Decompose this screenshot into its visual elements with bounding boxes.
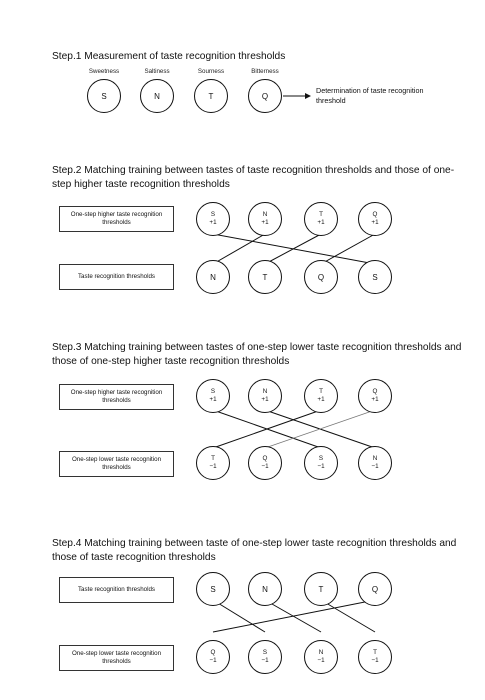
step4-link-q bbox=[213, 600, 375, 632]
circle-letter: Q bbox=[262, 455, 268, 462]
step4-box-bottom: One-step lower taste recognition thresholds bbox=[59, 645, 174, 671]
circle-letter: T bbox=[211, 455, 215, 462]
step3-bottom-circle-2 bbox=[248, 446, 282, 480]
circle-letter: N bbox=[154, 91, 160, 101]
circle-letter: S bbox=[318, 455, 324, 462]
step4-top-circle-1 bbox=[196, 572, 230, 606]
step3-top-circle-3 bbox=[304, 379, 338, 413]
step3-top-circle-4 bbox=[358, 379, 392, 413]
circle-modifier: −1 bbox=[261, 657, 269, 664]
circle-modifier: +1 bbox=[317, 219, 325, 226]
step4-title: Step.4 Matching training between taste of one-step lower taste recognition thresholds and those of taste recognition thresholds bbox=[52, 538, 457, 563]
determination-text: Determination of taste recognition threshold bbox=[316, 86, 424, 105]
circle-letter: N bbox=[262, 584, 268, 594]
circle-modifier: +1 bbox=[317, 396, 325, 403]
step2-box-bottom: Taste recognition thresholds bbox=[59, 264, 174, 290]
taste-label-bitterness: Bitterness bbox=[251, 68, 279, 75]
circle-letter: T bbox=[318, 584, 324, 594]
step2-top-circle-3 bbox=[304, 202, 338, 236]
circle-letter: S bbox=[210, 211, 216, 218]
taste-label-sourness: Sourness bbox=[197, 68, 225, 75]
circle-modifier: +1 bbox=[209, 219, 217, 226]
circle-letter: Q bbox=[372, 211, 378, 218]
step2-bottom-circle-4 bbox=[358, 260, 392, 294]
step2-box-top: One-step higher taste recognition thresholds bbox=[59, 206, 174, 232]
circle-modifier: +1 bbox=[261, 219, 269, 226]
step3-bottom-circle-1 bbox=[196, 446, 230, 480]
circle-modifier: +1 bbox=[209, 396, 217, 403]
circle-modifier: −1 bbox=[371, 657, 379, 664]
circle-letter: S bbox=[262, 649, 268, 656]
circle-letter: N bbox=[210, 272, 216, 282]
circle-modifier: +1 bbox=[261, 396, 269, 403]
step1-circle-s bbox=[87, 79, 121, 113]
step1-circle-n bbox=[140, 79, 174, 113]
step2-title: Step.2 Matching training between tastes of taste recognition thresholds and those of one-step higher taste recognition thresholds bbox=[52, 165, 455, 190]
circle-modifier: +1 bbox=[371, 219, 379, 226]
step3-title: Step.3 Matching training between tastes of one-step lower taste recognition thresholds and those of one-step higher taste recognition thresholds bbox=[52, 342, 462, 367]
step4-bottom-circle-2 bbox=[248, 640, 282, 674]
step4-top-circle-2 bbox=[248, 572, 282, 606]
step1-title: Step.1 Measurement of taste recognition thresholds bbox=[52, 51, 286, 62]
circle-modifier: −1 bbox=[317, 463, 325, 470]
step2-top-circle-2 bbox=[248, 202, 282, 236]
circle-letter: N bbox=[262, 211, 268, 218]
step3-box-bottom: One-step lower taste recognition thresholds bbox=[59, 451, 174, 477]
step3-box-top: One-step higher taste recognition thresholds bbox=[59, 384, 174, 410]
taste-label-sweetness: Sweetness bbox=[88, 68, 120, 75]
step4-bottom-circle-4 bbox=[358, 640, 392, 674]
circle-modifier: −1 bbox=[261, 463, 269, 470]
circle-letter: T bbox=[319, 388, 323, 395]
taste-label-saltiness: Saltiness bbox=[144, 68, 170, 75]
circle-letter: S bbox=[210, 388, 216, 395]
circle-letter: T bbox=[262, 272, 268, 282]
determination-arrowhead bbox=[305, 93, 311, 99]
step4-top-circle-4 bbox=[358, 572, 392, 606]
circle-letter: S bbox=[101, 91, 107, 101]
step2-bottom-circle-2 bbox=[248, 260, 282, 294]
step1-circle-t bbox=[194, 79, 228, 113]
circle-modifier: −1 bbox=[209, 463, 217, 470]
step4-link-t bbox=[321, 600, 375, 632]
circle-modifier: +1 bbox=[371, 396, 379, 403]
step3-top-circle-1 bbox=[196, 379, 230, 413]
circle-letter: T bbox=[319, 211, 323, 218]
step1-circle-q bbox=[248, 79, 282, 113]
step3-bottom-circle-3 bbox=[304, 446, 338, 480]
circle-letter: Q bbox=[317, 272, 325, 282]
circle-modifier: −1 bbox=[371, 463, 379, 470]
circle-letter: Q bbox=[210, 649, 216, 656]
step4-box-top: Taste recognition thresholds bbox=[59, 577, 174, 603]
circle-letter: T bbox=[373, 649, 377, 656]
step3-top-circle-2 bbox=[248, 379, 282, 413]
circle-letter: Q bbox=[261, 91, 269, 101]
circle-letter: Q bbox=[372, 388, 378, 395]
step4-top-circle-3 bbox=[304, 572, 338, 606]
step3-bottom-circle-4 bbox=[358, 446, 392, 480]
circle-letter: N bbox=[372, 455, 378, 462]
circle-letter: S bbox=[210, 584, 216, 594]
step2-link-t bbox=[265, 234, 321, 264]
step2-top-circle-4 bbox=[358, 202, 392, 236]
circle-letter: N bbox=[262, 388, 268, 395]
step4-bottom-circle-1 bbox=[196, 640, 230, 674]
circle-modifier: −1 bbox=[317, 657, 325, 664]
circle-letter: N bbox=[318, 649, 324, 656]
step2-bottom-circle-3 bbox=[304, 260, 338, 294]
circle-modifier: −1 bbox=[209, 657, 217, 664]
circle-letter: T bbox=[208, 91, 214, 101]
circle-letter: Q bbox=[371, 584, 379, 594]
step2-bottom-circle-1 bbox=[196, 260, 230, 294]
step4-bottom-circle-3 bbox=[304, 640, 338, 674]
circle-letter: S bbox=[372, 272, 378, 282]
step2-top-circle-1 bbox=[196, 202, 230, 236]
